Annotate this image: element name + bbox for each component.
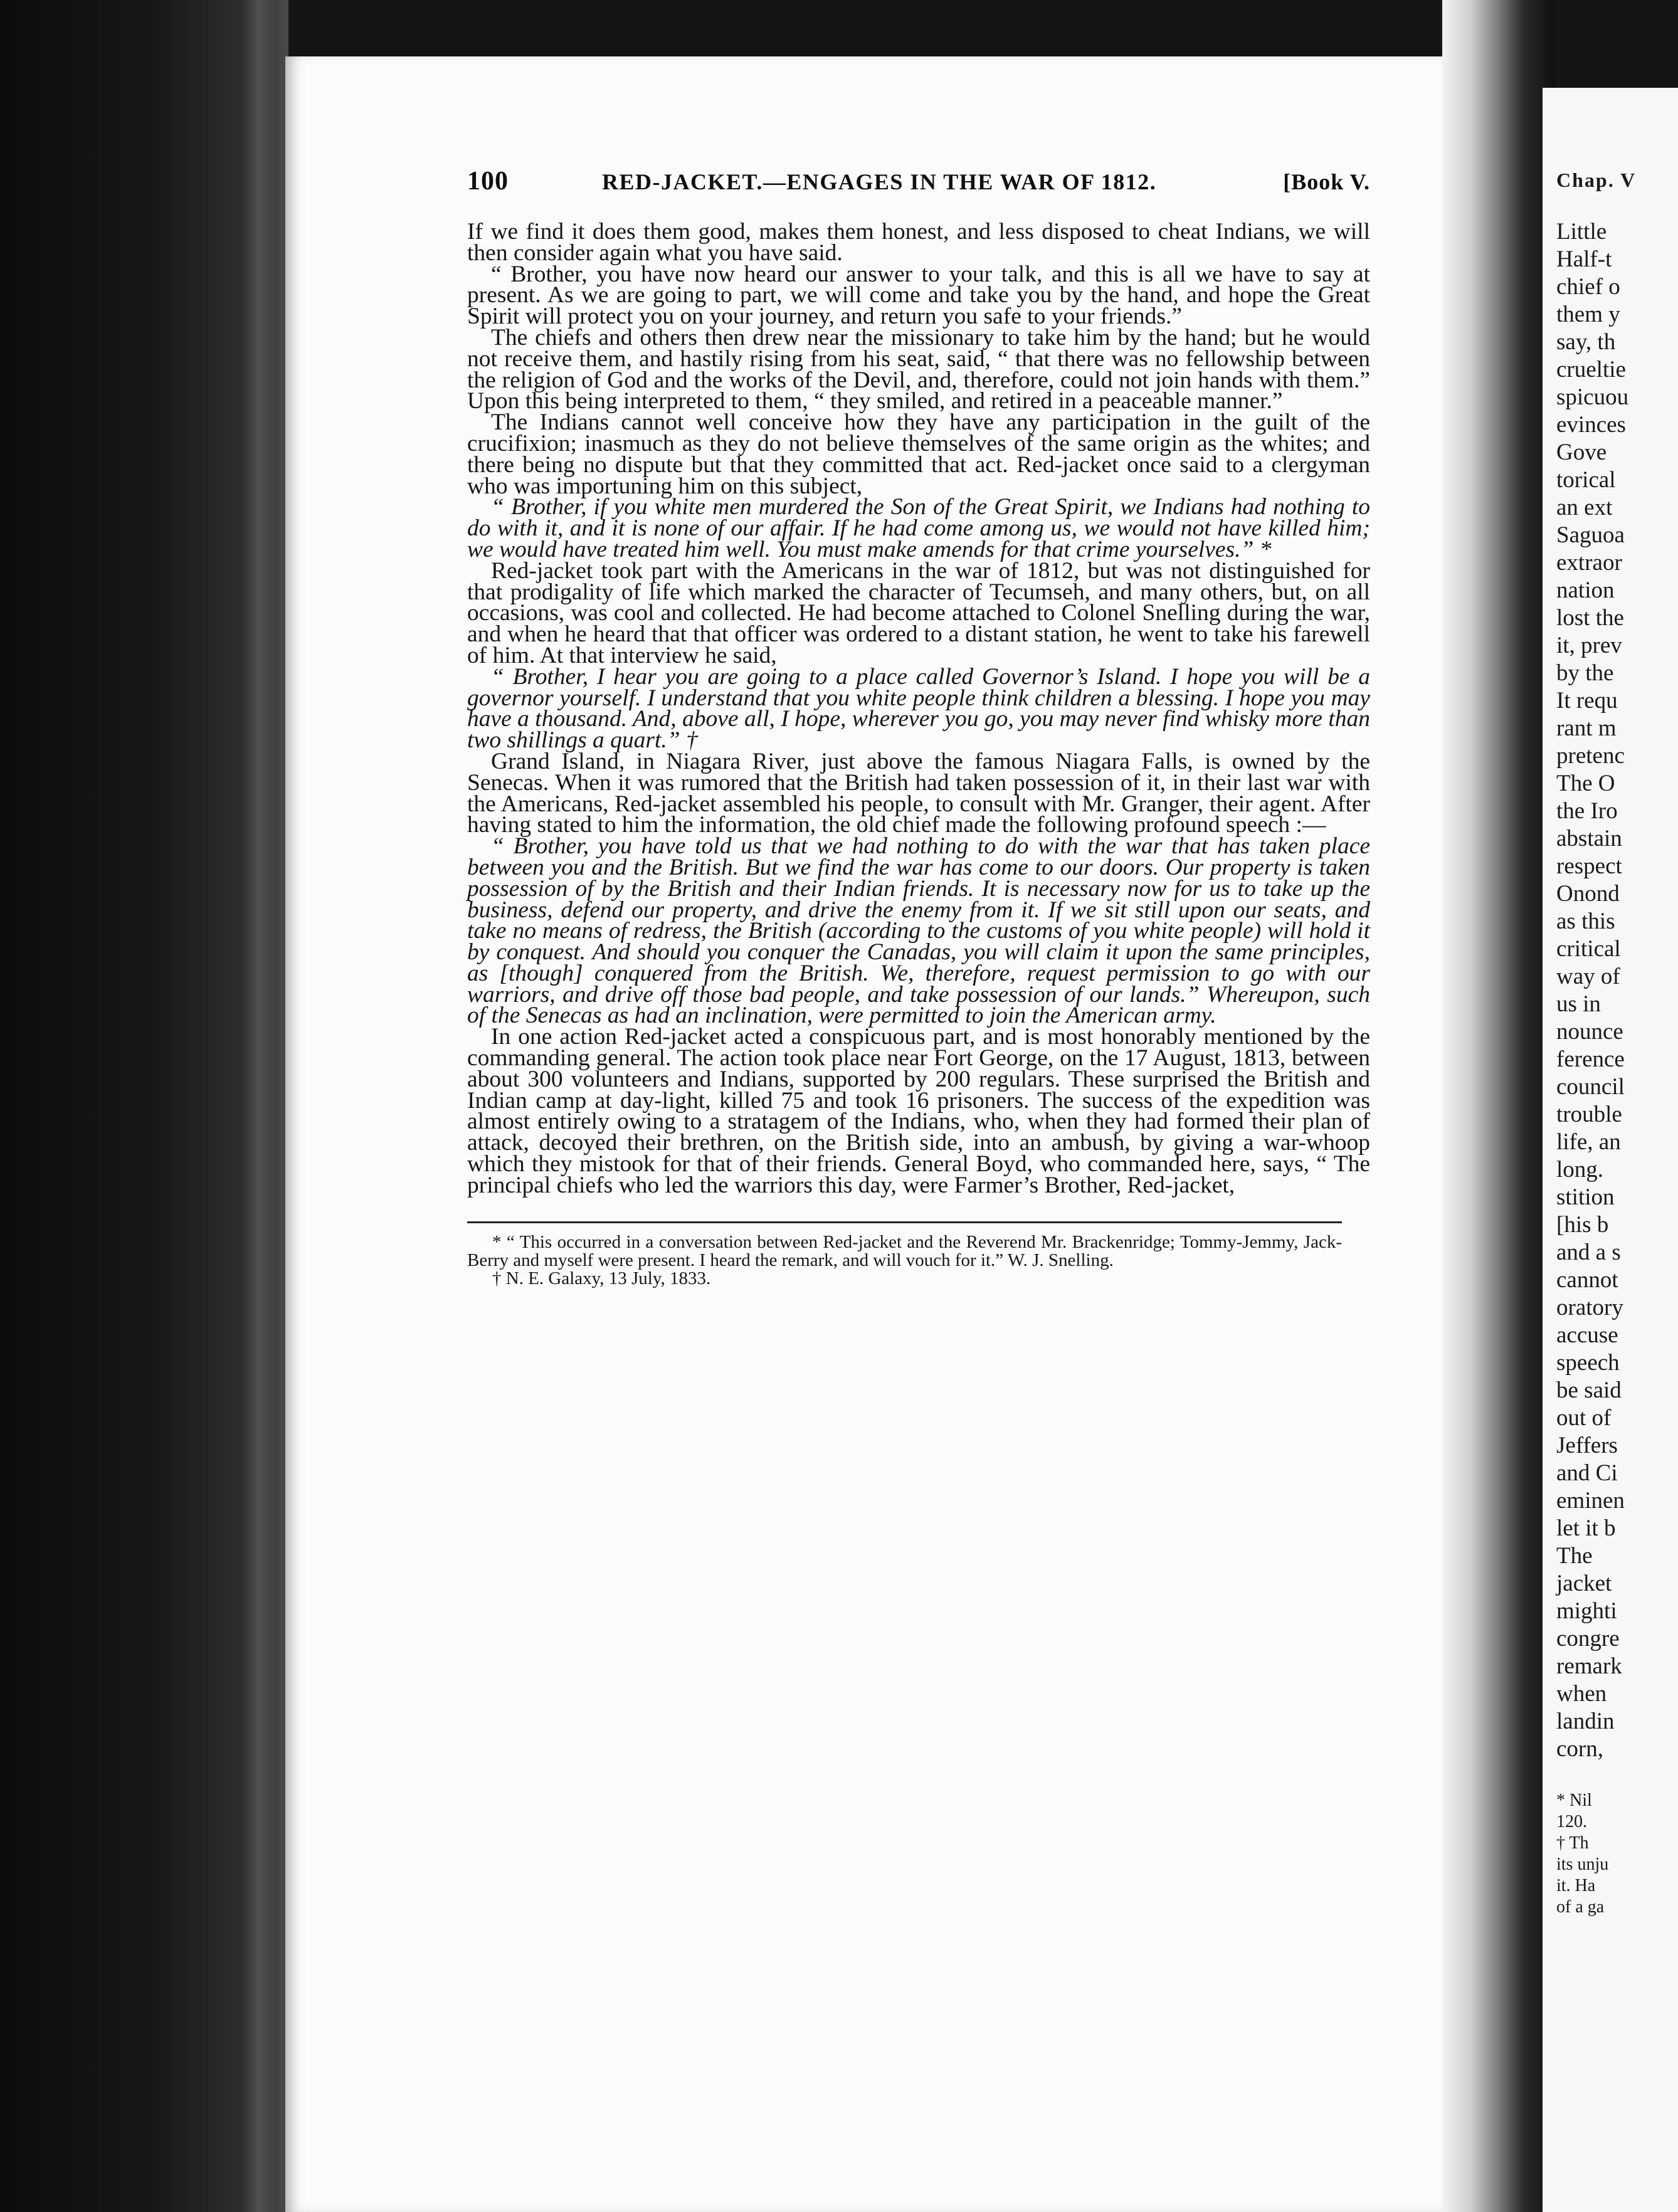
adjacent-page-line: Little — [1556, 219, 1607, 245]
adjacent-page-line: nounce — [1556, 1019, 1623, 1045]
footnotes — [467, 1221, 1342, 1288]
quote-governors-island: “ Brother, I hear you are going to a place called Governor’s Island. I hope you will be a governor yourself. I understand that you white people think children a blessing. I hope you may have a thousand. And, above all, I hope, wherever you go, you may never find whisky more than two shillings a quart.” † — [467, 663, 1370, 754]
adjacent-page-line: let it b — [1556, 1515, 1616, 1541]
adjacent-page-line: lost the — [1556, 605, 1624, 631]
adjacent-page-line: Onond — [1556, 881, 1620, 907]
adjacent-page-line: stition — [1556, 1184, 1615, 1210]
adjacent-page-line: council — [1556, 1074, 1625, 1100]
adjacent-page-line: pretenc — [1556, 743, 1625, 769]
adjacent-page-line: say, th — [1556, 329, 1616, 355]
adjacent-page-line: evinces — [1556, 412, 1626, 438]
quote-grand-island-speech: “ Brother, you have told us that we had nothing to do with the war that has taken place between you and the British. But we find the war has come to our doors. Our property is taken possession of by the British and their Indian friends. It is necessary now for us to take up the business, defend our property, and drive the enemy from it. If we sit still upon our seats, and take no means of redress, the British (according to the customs of you white people) will hold it by conquest. And should you conquer the Canadas, you will claim it upon the same principles, as [though] conquered from the British. We, therefore, request permission to go with our warriors, and drive off those bad people, and take possession of our lands.” Whereupon, such of the Senecas as had an inclination, were permitted to join the American army. — [467, 833, 1370, 1029]
adjacent-page-line: mighti — [1556, 1598, 1617, 1624]
adjacent-page-line: as this — [1556, 908, 1615, 934]
adjacent-page-line: torical — [1556, 467, 1616, 493]
adjacent-page-line: It requ — [1556, 688, 1618, 714]
paragraph-10: In one action Red-jacket acted a conspicuous part, and is most honorably mentioned by the commanding general. The action took place near Fort George, on the 17 August, 1813, between about 300 volunteers and Indians, supported by 200 regulars. These surprised the British and Indian camp at day-light, killed 75 and took 16 prisoners. The success of the expedition was almost entirely owing to a stratagem of the Indians, who, when they had formed their plan of attack, decoyed their brethren, on the British side, into an ambush, by giving a war-whoop which they mistook for that of their friends. General Boyd, who commanded here, says, “ The principal chiefs who led the warriors this day, were Farmer’s Brother, Red-jacket, — [467, 1024, 1370, 1198]
page-number: 100 — [467, 167, 509, 196]
paragraph-3: The chiefs and others then drew near the missionary to take him by the hand; but he would not receive them, and hastily rising from his seat, said, “ that there was no fellowship between the religion of God and the works of the Devil, and, therefore, could not join hands with them.” Upon this being interpreted to them, “ they smiled, and retired in a peaceable manner.” — [467, 324, 1370, 414]
adjacent-page-line: [his b — [1556, 1212, 1609, 1238]
adjacent-page-line: respect — [1556, 853, 1622, 879]
footnote-asterisk: * “ This occurred in a conversation between Red-jacket and the Reverend Mr. Brackenridge; Tommy-Jemmy, Jack-Berry and myself were present. I heard the remark, and will vouch for it.” W. J. Snelling. — [467, 1231, 1342, 1270]
adjacent-page-line: speech — [1556, 1350, 1620, 1376]
adjacent-page-line: jacket — [1556, 1571, 1612, 1596]
adjacent-page-line: spicuou — [1556, 384, 1629, 410]
adjacent-page-line: way of — [1556, 964, 1620, 989]
adjacent-page-line: Saguoa — [1556, 522, 1625, 548]
adjacent-page-line: and a s — [1556, 1240, 1621, 1265]
adjacent-page-footnote-line: 120. — [1556, 1812, 1587, 1831]
adjacent-page-line: cannot — [1556, 1267, 1618, 1293]
adjacent-page-header: Chap. V — [1556, 169, 1637, 191]
adjacent-page-line: and Ci — [1556, 1460, 1618, 1486]
adjacent-page-line: it, prev — [1556, 633, 1622, 658]
page-text-block — [467, 166, 1370, 1288]
adjacent-page-line: nation — [1556, 577, 1615, 603]
adjacent-page-line: congre — [1556, 1626, 1620, 1651]
paragraph-1: If we find it does them good, makes them honest, and less disposed to cheat Indians, we will then consider again what you have said. — [467, 219, 1370, 266]
adjacent-page-line: trouble — [1556, 1102, 1622, 1127]
adjacent-page-line: critical — [1556, 936, 1621, 962]
adjacent-page-line: Jeffers — [1556, 1433, 1618, 1458]
paragraph-2: “ Brother, you have now heard our answer to your talk, and this is all we have to say at present. As we are going to part, we will come and take you by the hand, and hope the Great Spirit will protect you on your journey, and return you safe to your friends.” — [467, 261, 1370, 330]
adjacent-page-line: accuse — [1556, 1322, 1618, 1348]
adjacent-page-footnote-line: * Nil — [1556, 1791, 1592, 1810]
adjacent-page-line: long. — [1556, 1157, 1604, 1182]
adjacent-page-line: abstain — [1556, 826, 1622, 851]
adjacent-page-line: be said — [1556, 1377, 1622, 1403]
adjacent-page-line: remark — [1556, 1653, 1622, 1679]
adjacent-page-line: Gove — [1556, 440, 1607, 465]
adjacent-page — [1543, 88, 1678, 2212]
paragraph-6: Red-jacket took part with the Americans in the war of 1812, but was not distinguished for that prodigality of life which marked the character of Tecumseh, and many others, but, on all occasions, was cool and collected. He had become attached to Colonel Snelling during the war, and when he heard that that officer was ordered to a distant station, he went to take his farewell of him. At that interview he said, — [467, 557, 1370, 668]
adjacent-page-line: ference — [1556, 1046, 1625, 1072]
body-text — [467, 221, 1370, 1196]
adjacent-page-line: The O — [1556, 771, 1615, 796]
adjacent-page-line: eminen — [1556, 1488, 1625, 1514]
book-label: [Book V. — [1283, 169, 1370, 194]
paragraph-8: Grand Island, in Niagara River, just above the famous Niagara Falls, is owned by the Senecas. When it was rumored that the British had taken possession of it, in their last war with the Americans, Red-jacket assembled his people, to consult with Mr. Granger, their agent. After having stated to him the information, the old chief made the following profound speech :— — [467, 748, 1370, 838]
adjacent-page-line: chief o — [1556, 274, 1620, 300]
adjacent-page-line: them y — [1556, 302, 1620, 327]
adjacent-page-footnote-line: it. Ha — [1556, 1876, 1596, 1895]
adjacent-page-line: extraor — [1556, 550, 1622, 576]
adjacent-page-line: when — [1556, 1681, 1607, 1707]
adjacent-page-line: corn, — [1556, 1736, 1603, 1762]
quote-crucifixion: “ Brother, if you white men murdered the Son of the Great Spirit, we Indians had nothing to do with it, and it is none of our affair. If he had come among us, we would not have killed him; we would have treated him well. You must make amends for that crime yourselves.” * — [467, 494, 1370, 562]
adjacent-page-line: landin — [1556, 1709, 1615, 1734]
adjacent-page-footnote-line: its unju — [1556, 1855, 1609, 1874]
running-head: RED-JACKET.—ENGAGES IN THE WAR OF 1812. — [602, 169, 1157, 194]
adjacent-page-line: the Iro — [1556, 798, 1618, 824]
adjacent-page-line: us in — [1556, 991, 1601, 1017]
adjacent-page-line: crueltie — [1556, 357, 1626, 382]
adjacent-page-line: an ext — [1556, 495, 1613, 520]
adjacent-page-footnote-line: † Th — [1556, 1833, 1589, 1853]
adjacent-page-line: life, an — [1556, 1129, 1621, 1155]
scan-edge-streak — [241, 0, 276, 2212]
adjacent-page-line: rant m — [1556, 715, 1617, 741]
adjacent-page-line: oratory — [1556, 1295, 1623, 1320]
adjacent-page-line: Half-t — [1556, 246, 1612, 272]
adjacent-page-footnote-line: of a ga — [1556, 1897, 1605, 1917]
adjacent-page-line: The — [1556, 1543, 1593, 1569]
paragraph-4: The Indians cannot well conceive how they have any participation in the guilt of the crucifixion; inasmuch as they do not believe themselves of the same origin as the whites; and there being no dispute but that they committed that act. Red-jacket once said to a clergyman who was importuning him on this subject, — [467, 409, 1370, 499]
book-gutter-shadow — [1442, 0, 1555, 2212]
adjacent-page-line: out of — [1556, 1405, 1612, 1431]
page-header — [467, 166, 1370, 204]
adjacent-page-line: by the — [1556, 660, 1614, 686]
footnote-dagger: † N. E. Galaxy, 13 July, 1833. — [492, 1268, 711, 1288]
